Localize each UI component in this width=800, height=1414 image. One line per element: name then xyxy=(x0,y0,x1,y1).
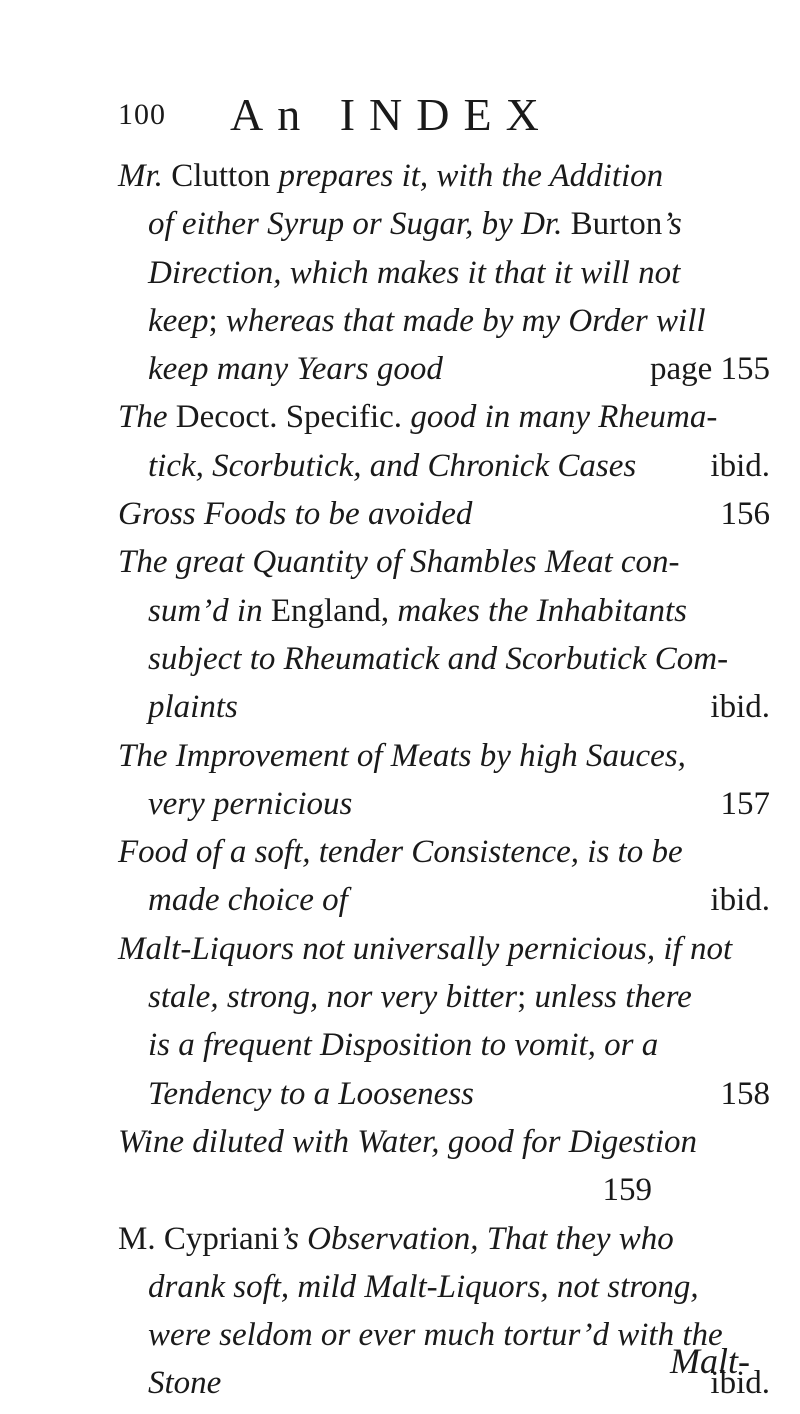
index-entry-line xyxy=(118,1166,770,1214)
page-reference: page 155 xyxy=(649,351,770,388)
entry-text-segment: Burton xyxy=(562,206,663,243)
page-reference: 157 xyxy=(720,785,770,822)
page-reference: 156 xyxy=(720,496,770,533)
entry-text-segment: makes the Inhabitants xyxy=(397,592,687,629)
entry-text xyxy=(118,393,770,441)
entry-text-segment: Gross Foods to be avoided xyxy=(118,496,473,533)
entry-text-segment: Wine diluted with Water, good for Digestion xyxy=(118,1123,698,1160)
entry-text-segment: plaints xyxy=(148,689,238,726)
index-entry-line xyxy=(118,1118,770,1166)
index-entry-line xyxy=(118,1215,770,1263)
entry-text-segment: whereas that made by my Order will xyxy=(225,302,706,339)
index-entries xyxy=(118,152,770,1408)
entry-text-segment: M. Cypriani xyxy=(118,1220,280,1257)
entry-text-segment: Tendency to a Looseness xyxy=(148,1075,475,1112)
index-entry-line xyxy=(118,635,770,683)
index-entry-line xyxy=(118,973,770,1021)
entry-text xyxy=(118,152,770,200)
entry-text-segment: Dr. xyxy=(521,206,563,243)
index-entry-line xyxy=(118,828,770,876)
entry-text-segment: prepares it, with the Addition xyxy=(278,158,664,194)
index-entry-line xyxy=(118,1021,770,1069)
index-entry-line xyxy=(118,538,770,586)
page-reference: ibid. xyxy=(710,689,770,726)
entry-text xyxy=(148,587,770,635)
index-entry-line xyxy=(118,876,770,924)
index-entry-line xyxy=(118,1263,770,1311)
entry-text-segment: made choice of xyxy=(148,882,348,919)
index-entry xyxy=(118,1118,770,1215)
entry-text xyxy=(148,1359,696,1407)
running-title: An INDEX xyxy=(230,89,553,140)
index-entry-line xyxy=(118,345,770,393)
entry-text-segment: Observation, That they who xyxy=(307,1220,674,1257)
entry-text xyxy=(148,345,636,393)
entry-text xyxy=(148,780,707,828)
entry-text xyxy=(118,828,770,876)
index-entry-line xyxy=(118,490,770,538)
entry-text-segment: subject to Rheumatick and Scorbutick Com- xyxy=(148,640,729,677)
entry-text xyxy=(148,635,770,683)
page-reference: ibid. xyxy=(710,447,770,484)
entry-text-segment: is a frequent Disposition to vomit, or a xyxy=(148,1027,659,1064)
entry-text-segment: ’s xyxy=(662,206,682,243)
index-entry-line xyxy=(118,249,770,297)
entry-text-segment: were seldom or ever much tortur’d with the xyxy=(148,1317,723,1354)
entry-text-segment: stale, strong, nor very bitter xyxy=(148,979,518,1016)
entry-text xyxy=(118,538,770,586)
page-number: 100 xyxy=(118,98,166,131)
index-entry-line xyxy=(118,587,770,635)
entry-text-segment: sum’d in xyxy=(148,592,271,629)
entry-text-segment: of either Syrup or Sugar, by xyxy=(148,206,522,243)
entry-text-segment: The Improvement of Meats by high Sauces, xyxy=(118,737,686,774)
entry-text xyxy=(148,442,696,490)
catchword: Malt- xyxy=(670,1341,750,1381)
page-reference: ibid. xyxy=(710,1365,770,1402)
entry-text-segment: unless there xyxy=(534,979,692,1016)
entry-text xyxy=(118,1118,770,1166)
index-entry-line xyxy=(118,393,770,441)
page-reference: 158 xyxy=(720,1075,770,1112)
entry-text-segment: England, xyxy=(270,592,398,629)
entry-text xyxy=(148,1021,770,1069)
entry-text-segment: Malt-Liquors not universally pernicious, if not xyxy=(118,930,733,967)
entry-text xyxy=(118,490,707,538)
index-entry-line xyxy=(118,1070,770,1118)
entry-text xyxy=(148,200,770,248)
index-entry xyxy=(118,490,770,538)
entry-text-segment: ’s xyxy=(279,1220,308,1257)
index-entry xyxy=(118,925,770,1118)
entry-text-segment: keep xyxy=(148,302,209,339)
entry-text xyxy=(148,1070,707,1118)
entry-text xyxy=(118,1215,770,1263)
entry-text xyxy=(148,1263,770,1311)
index-entry-line xyxy=(118,925,770,973)
entry-text xyxy=(148,297,770,345)
page-header xyxy=(118,88,738,148)
entry-text xyxy=(118,732,770,780)
index-entry-line xyxy=(118,732,770,780)
entry-text-segment: Stone xyxy=(148,1365,222,1402)
entry-text xyxy=(118,925,770,973)
index-entry xyxy=(118,152,770,393)
entry-text-segment: Decoct. Specific. xyxy=(167,399,411,436)
entry-text-segment: very pernicious xyxy=(148,785,353,822)
index-entry xyxy=(118,538,770,731)
entry-text-segment: ; xyxy=(208,302,226,339)
index-entry-line xyxy=(118,780,770,828)
entry-text xyxy=(148,683,696,731)
entry-text-segment: tick, Scorbutick, and Chronick Cases xyxy=(148,447,637,484)
entry-text-segment: keep many Years good xyxy=(148,351,443,388)
entry-text-segment: Clutton xyxy=(162,158,279,194)
index-entry-line xyxy=(118,442,770,490)
index-entry xyxy=(118,393,770,490)
entry-text-segment: The xyxy=(118,399,168,436)
entry-text-segment: Direction, which makes it that it will not xyxy=(148,254,681,291)
page-reference: ibid. xyxy=(710,882,770,919)
index-entry-line xyxy=(118,683,770,731)
index-entry-line xyxy=(118,200,770,248)
entry-text xyxy=(148,249,770,297)
entry-text-segment: ; xyxy=(517,979,535,1016)
index-entry xyxy=(118,828,770,925)
entry-text-segment: The great Quantity of Shambles Meat con- xyxy=(118,544,680,581)
page-reference: 159 xyxy=(602,1172,652,1209)
entry-text xyxy=(148,876,696,924)
index-entry-line xyxy=(118,297,770,345)
index-entry-line xyxy=(118,152,770,200)
index-entry xyxy=(118,732,770,829)
entry-text-segment: drank soft, mild Malt-Liquors, not strong, xyxy=(148,1268,699,1305)
entry-text xyxy=(148,973,770,1021)
entry-text-segment: good in many Rheuma- xyxy=(410,399,718,436)
entry-text-segment: Food of a soft, tender Consistence, is to be xyxy=(118,834,683,871)
entry-text-segment: Mr. xyxy=(118,158,163,194)
